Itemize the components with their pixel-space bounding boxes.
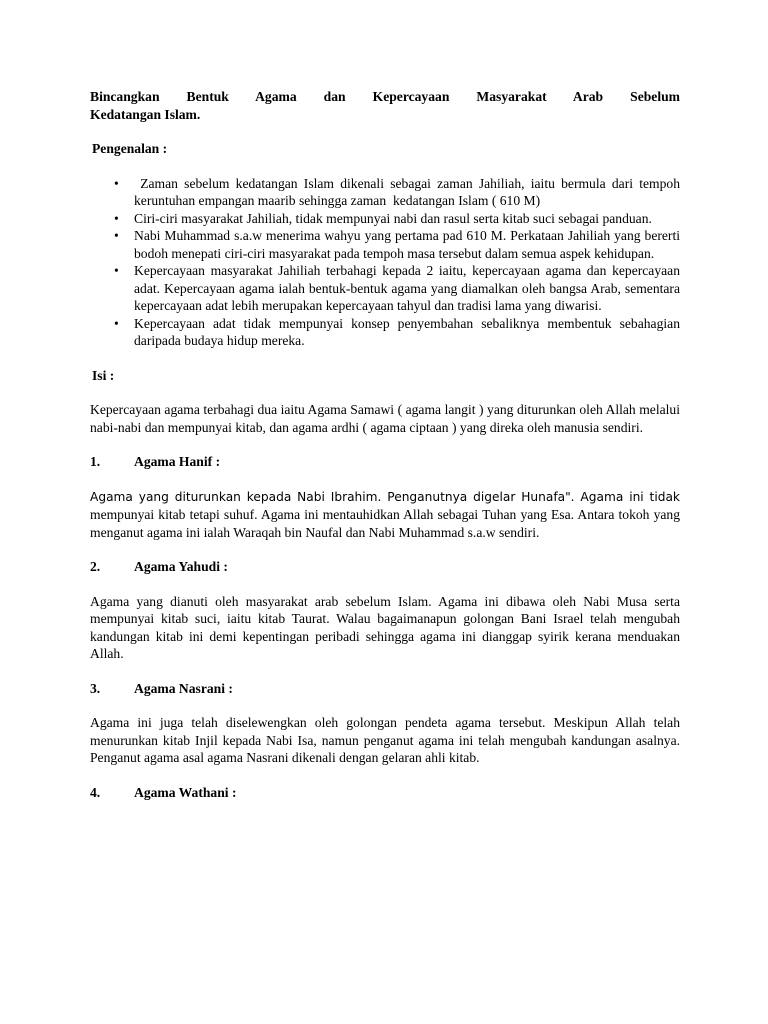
section-body-nasrani: Agama ini juga telah diselewengkan oleh golongan pendeta agama tersebut. Meskipun Allah telah menurunkan kitab Injil kepada Nabi Isa, namun penganut agama ini telah mengubah kandungan asalnya. Penganut agama asal agama Nasrani dikenali dengan gelaran ahli kitab. (90, 715, 680, 765)
section-title: Agama Nasrani : (134, 680, 233, 696)
section-heading-nasrani (90, 680, 680, 698)
list-item-text: Nabi Muhammad s.a.w menerima wahyu yang pertama pad 610 M. Perkataan Jahiliah yang bererti bodoh menepati ciri-ciri masyarakat pada tempoh masa tersebut dalam semua aspek kehidupan. (134, 228, 680, 261)
list-item (90, 210, 680, 228)
section-body-rest: mempunyai kitab tetapi suhuf. Agama ini mentauhidkan Allah sebagai Tuhan yang Esa. Antara tokoh yang menganut agama ini ialah Waraqah bin Naufal dan Nabi Muhammad s.a.w sendiri. (90, 507, 680, 540)
section-heading-wathani (90, 784, 680, 802)
section-body-yahudi: Agama yang dianuti oleh masyarakat arab sebelum Islam. Agama ini dibawa oleh Nabi Musa serta mempunyai kitab suci, iaitu kitab Taurat. Walau bagaimanapun golongan Bani Israel telah mengubah kandungan kitab ini demi kepentingan peribadi sehingga agama ini dianggap syirik kerana menduakan Allah. (90, 593, 680, 661)
section-number: 4. (90, 784, 101, 800)
list-item-text: Zaman sebelum kedatangan Islam dikenali sebagai zaman Jahiliah, iaitu bermula dari tempoh keruntuhan empangan maarib sehingga zaman kedatangan Islam ( 610 M) (134, 175, 684, 208)
bullet-dot: • (114, 175, 119, 191)
list-item (90, 262, 680, 315)
list-item-text: Ciri-ciri masyarakat Jahiliah, tidak mempunyai nabi dan rasul serta kitab suci sebagai panduan. (134, 210, 652, 226)
section-number: 2. (90, 559, 101, 574)
section-title: Agama Yahudi : (134, 559, 228, 574)
pengenalan-list (90, 175, 684, 350)
bullet-dot: • (114, 263, 119, 278)
section-heading-hanif (90, 453, 680, 471)
section-number: 3. (90, 680, 101, 696)
section-title: Agama Hanif : (134, 454, 221, 469)
isi-intro: Kepercayaan agama terbahagi dua iaitu Agama Samawi ( agama langit ) yang diturunkan oleh Allah melalui nabi-nabi dan mempunyai kitab, dan agama ardhi ( agama ciptaan ) yang direka oleh manusia sendiri. (90, 402, 680, 435)
title-line-1: Bincangkan Bentuk Agama dan Kepercayaan Masyarakat Arab Sebelum (90, 89, 680, 104)
document-title (90, 88, 680, 123)
pengenalan-heading: Pengenalan : (92, 141, 168, 156)
list-item-text: Kepercayaan adat tidak mempunyai konsep penyembahan sebaliknya membentuk sebahagian daripada budaya hidup mereka. (134, 315, 680, 348)
bullet-dot: • (114, 210, 119, 226)
list-item (90, 315, 680, 350)
section-body-hanif (90, 488, 680, 542)
list-item (90, 227, 680, 262)
isi-heading: Isi : (92, 367, 115, 383)
section-body-lead: Agama yang diturunkan kepada Nabi Ibrahim. Penganutnya digelar Hunafa". Agama ini tidak (90, 489, 680, 504)
section-number: 1. (90, 454, 101, 469)
section-heading-yahudi (90, 558, 680, 576)
title-line-2: Kedatangan Islam. (90, 106, 201, 122)
section-title: Agama Wathani : (134, 784, 237, 800)
list-item (90, 175, 684, 210)
list-item-text: Kepercayaan masyarakat Jahiliah terbahagi kepada 2 iaitu, kepercayaan agama dan kepercayaan adat. Kepercayaan agama ialah bentuk-bentuk agama yang diamalkan oleh bangsa Arab, sementara kepercayaan adat lebih merupakan kepercayaan tahyul dan tradisi lama yang diwarisi. (134, 263, 680, 313)
bullet-dot: • (114, 315, 119, 331)
document-page (90, 88, 684, 801)
bullet-dot: • (114, 228, 119, 243)
